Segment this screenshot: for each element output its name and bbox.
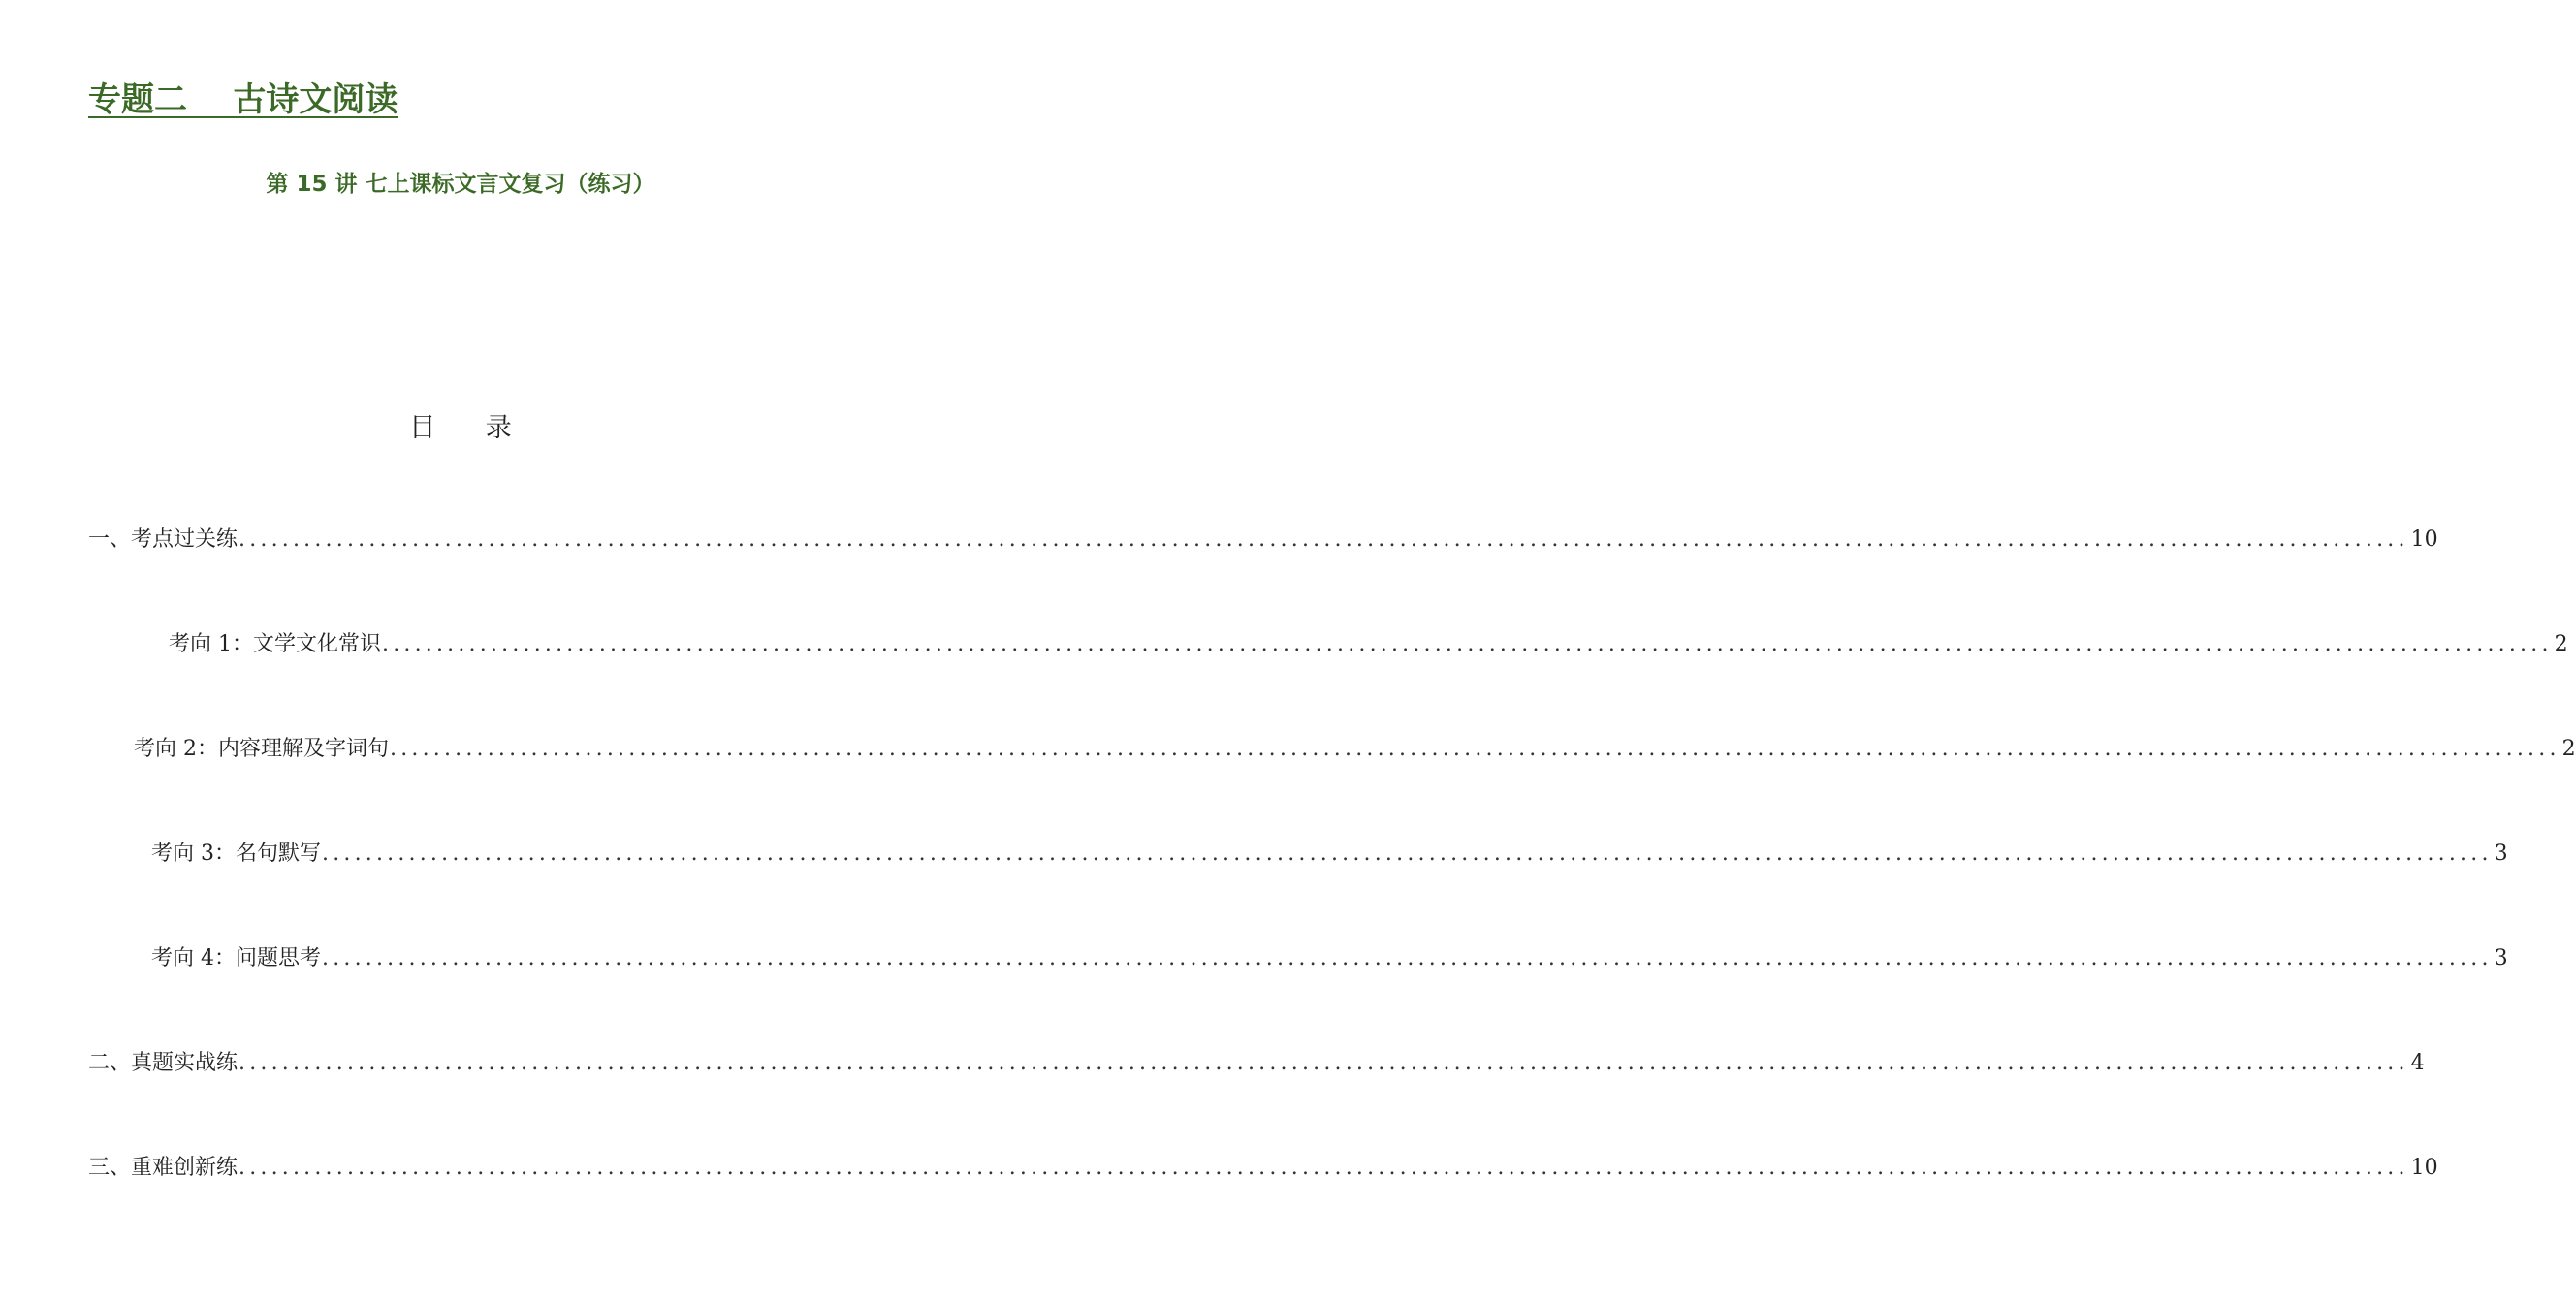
lecture-title: 第 15 讲 七上课标文言文复习（练习） <box>266 172 655 197</box>
toc-entry-label: 一、考点过关练 <box>88 527 239 552</box>
toc-entry-page: 3 <box>2494 842 2508 866</box>
toc-leader-dots: ........................................................................................................................................................................................................ <box>322 842 2493 866</box>
toc-entry-page: 4 <box>2410 1051 2425 1075</box>
toc-entry-kaoxiang-2[interactable] <box>134 735 2576 764</box>
toc-leader-dots: ........................................................................................................................................................................................................ <box>239 527 2409 552</box>
toc-leader-dots: ........................................................................................................................................................................................................ <box>239 1156 2409 1180</box>
toc-entry-label: 考向 1：文学文化常识 <box>169 632 381 656</box>
topic-title: 专题二 古诗文阅读 <box>88 80 398 119</box>
toc-entry-page: 2 <box>2554 632 2568 656</box>
toc-entry-kaodian-guoguan[interactable] <box>88 525 2438 555</box>
toc-entry-page: 2 <box>2561 737 2576 761</box>
toc-leader-dots: ........................................................................................................................................................................................................ <box>322 946 2493 970</box>
toc-leader-dots: ........................................................................................................................................................................................................ <box>382 632 2553 656</box>
toc-leader-dots: ........................................................................................................................................................................................................ <box>239 1051 2409 1075</box>
toc-entry-kaoxiang-4[interactable] <box>151 944 2508 973</box>
toc-entry-kaoxiang-3[interactable] <box>151 840 2508 869</box>
toc-entry-page: 10 <box>2410 1156 2438 1180</box>
toc-heading: 目 录 <box>409 413 512 443</box>
toc-entry-label: 考向 3：名句默写 <box>151 842 321 866</box>
toc-entry-zhongnan-chuangxin[interactable] <box>88 1154 2438 1183</box>
toc-entry-kaoxiang-1[interactable] <box>169 630 2568 659</box>
toc-entry-label: 考向 2：内容理解及字词句 <box>134 737 389 761</box>
toc-entry-label: 二、真题实战练 <box>88 1051 239 1075</box>
toc-entry-page: 3 <box>2494 946 2508 970</box>
toc-entry-label: 考向 4：问题思考 <box>151 946 321 970</box>
toc-entry-label: 三、重难创新练 <box>88 1156 239 1180</box>
toc-entry-page: 10 <box>2410 527 2438 552</box>
toc-entry-zhenti-shizhan[interactable] <box>88 1049 2425 1078</box>
toc-leader-dots: ........................................................................................................................................................................................................ <box>390 737 2560 761</box>
